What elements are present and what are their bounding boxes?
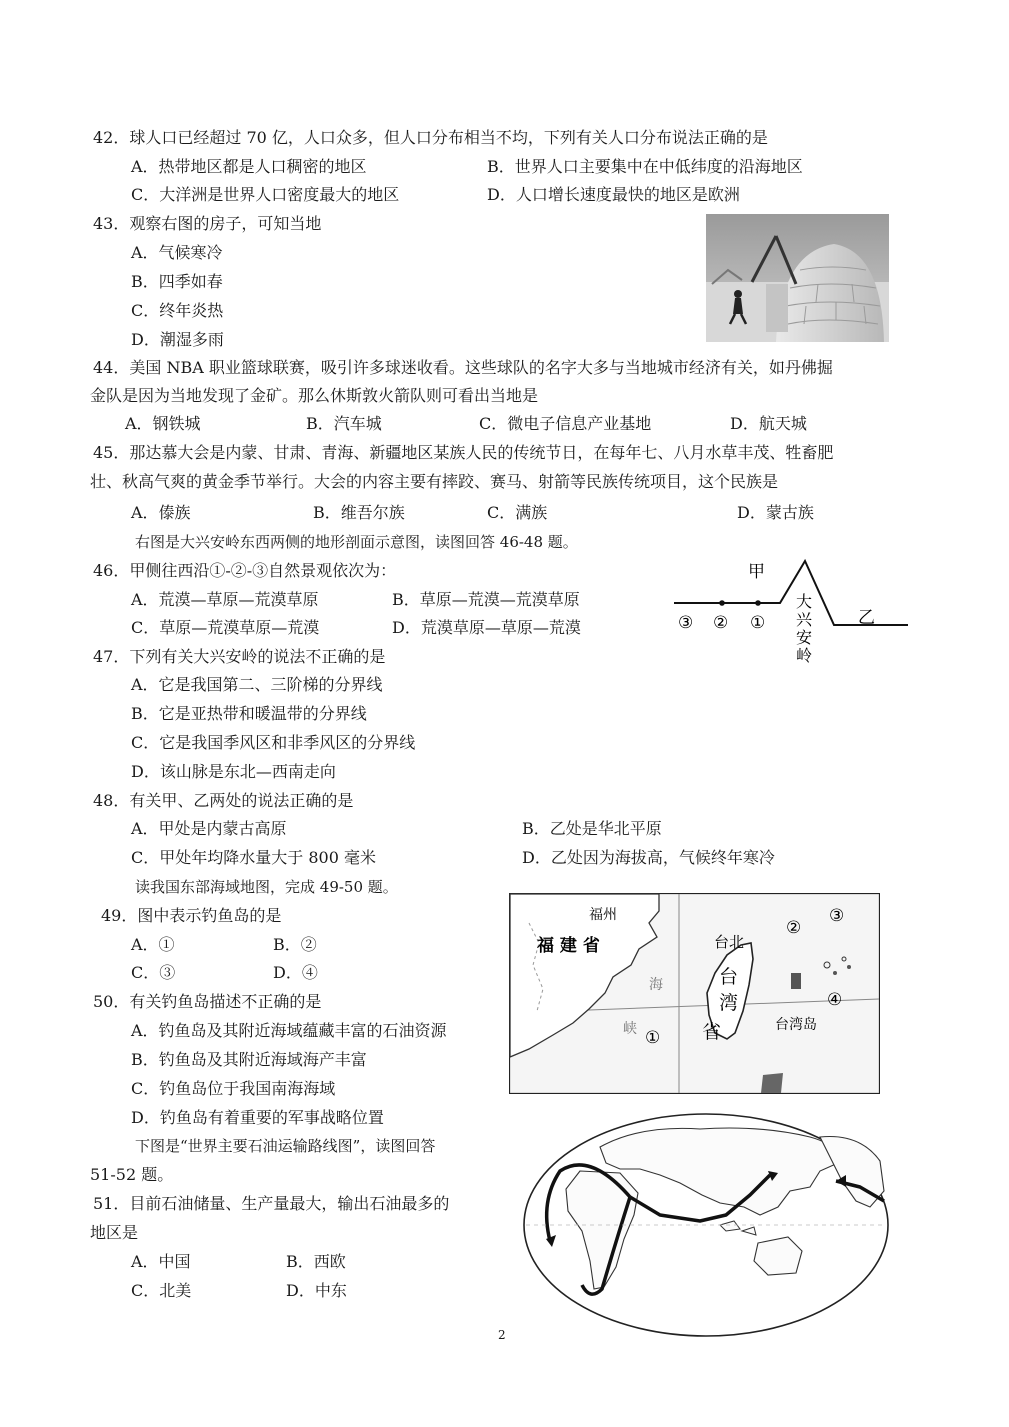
- profile-label-yi: 乙: [858, 608, 875, 628]
- q45-option-b: B．维吾尔族: [313, 503, 405, 522]
- q43-option-b: B．四季如春: [131, 272, 223, 291]
- page-number: 2: [498, 1328, 506, 1342]
- q49-option-d: D．④: [273, 963, 318, 982]
- q49-stem: 49．图中表示钓鱼岛的是: [101, 906, 282, 925]
- profile-label-jia: 甲: [748, 562, 765, 582]
- q46-option-c: C．草原—荒漠草原—荒漠: [131, 618, 320, 637]
- q47-option-b: B．它是亚热带和暖温带的分界线: [131, 704, 367, 723]
- q51-stem-line2: 地区是: [90, 1223, 139, 1242]
- svg-text:湾: 湾: [719, 992, 739, 1014]
- q51-option-b: B．西欧: [286, 1252, 346, 1271]
- q48-stem: 48．有关甲、乙两处的说法正确的是: [93, 791, 354, 810]
- q51-option-a: A．中国: [131, 1252, 191, 1271]
- terrain-profile-diagram: [668, 555, 913, 665]
- q44-stem-line1: 44．美国 NBA 职业篮球联赛，吸引许多球迷收看。这些球队的名字大多与当地城市经济有关，如丹佛掘: [93, 358, 833, 377]
- profile-point-2: ②: [713, 613, 729, 633]
- svg-text:岭: 岭: [796, 646, 813, 665]
- q50-stem: 50．有关钓鱼岛描述不正确的是: [93, 992, 322, 1011]
- svg-text:大: 大: [796, 592, 813, 611]
- q50-option-d: D．钓鱼岛有着重要的军事战略位置: [131, 1108, 384, 1127]
- q47-option-a: A．它是我国第二、三阶梯的分界线: [131, 675, 383, 694]
- q46-option-a: A．荒漠—草原—荒漠草原: [131, 590, 319, 609]
- q44-option-d: D．航天城: [730, 414, 807, 433]
- q46-48-instruction: 右图是大兴安岭东西两侧的地形剖面示意图，读图回答 46-48 题。: [135, 533, 578, 551]
- svg-text:兴: 兴: [796, 610, 813, 629]
- profile-point-3: ③: [678, 613, 694, 633]
- q44-stem-line2: 金队是因为当地发现了金矿。那么休斯敦火箭队则可看出当地是: [90, 386, 539, 405]
- world-oil-routes-map: [520, 1111, 892, 1339]
- svg-text:安: 安: [796, 628, 813, 647]
- q50-option-a: A．钓鱼岛及其附近海域蕴藏丰富的石油资源: [131, 1021, 447, 1040]
- q43-option-c: C．终年炎热: [131, 301, 224, 320]
- q47-option-d: D．该山脉是东北—西南走向: [131, 762, 336, 781]
- q44-option-b: B．汽车城: [306, 414, 382, 433]
- q43-option-d: D．潮湿多雨: [131, 330, 224, 349]
- q42-stem: 42．球人口已经超过 70 亿，人口众多，但人口分布相当不均，下列有关人口分布说法正确的是: [93, 128, 768, 147]
- q46-stem: 46．甲侧往西沿①-②-③自然景观依次为：: [93, 561, 397, 580]
- q43-stem: 43．观察右图的房子，可知当地: [93, 214, 322, 233]
- q45-option-a: A．傣族: [131, 503, 191, 522]
- map-label-taibei: 台北: [714, 933, 745, 951]
- svg-text:峡: 峡: [623, 1021, 637, 1037]
- q51-option-c: C．北美: [131, 1281, 192, 1300]
- q45-stem-line2: 壮、秋高气爽的黄金季节举行。大会的内容主要有摔跤、赛马、射箭等民族传统项目，这个民族是: [90, 472, 779, 491]
- q48-option-a: A．甲处是内蒙古高原: [131, 819, 287, 838]
- q46-option-d: D．荒漠草原—草原—荒漠: [392, 618, 581, 637]
- q45-option-d: D．蒙古族: [737, 503, 814, 522]
- q49-option-b: B．②: [273, 935, 317, 954]
- map-label-fujian: 福 建 省: [537, 936, 600, 956]
- map-marker-2: ②: [786, 918, 802, 938]
- q45-stem-line1: 45．那达慕大会是内蒙、甘肃、青海、新疆地区某族人民的传统节日，在每年七、八月水草丰茂、牲畜肥: [93, 443, 834, 462]
- q51-option-d: D．中东: [286, 1281, 347, 1300]
- q51-52-instruction-line2: 51-52 题。: [90, 1165, 174, 1184]
- q51-52-instruction-line1: 下图是“世界主要石油运输路线图”，读图回答: [135, 1137, 436, 1155]
- q48-option-d: D．乙处因为海拔高，气候终年寒冷: [522, 848, 775, 867]
- q50-option-c: C．钓鱼岛位于我国南海海域: [131, 1079, 336, 1098]
- q48-option-c: C．甲处年均降水量大于 800 毫米: [131, 848, 376, 867]
- q48-option-b: B．乙处是华北平原: [522, 819, 662, 838]
- svg-text:台: 台: [719, 966, 739, 988]
- q49-option-a: A．①: [131, 935, 175, 954]
- svg-text:海: 海: [649, 977, 663, 993]
- q42-option-a: A．热带地区都是人口稠密的地区: [131, 157, 367, 176]
- svg-text:省: 省: [702, 1021, 722, 1043]
- q44-option-a: A．钢铁城: [125, 414, 201, 433]
- q47-option-c: C．它是我国季风区和非季风区的分界线: [131, 733, 416, 752]
- q50-option-b: B．钓鱼岛及其附近海域海产丰富: [131, 1050, 367, 1069]
- igloo-photo: [706, 214, 889, 342]
- q42-option-c: C．大洋洲是世界人口密度最大的地区: [131, 185, 400, 204]
- map-marker-1: ①: [645, 1028, 661, 1048]
- map-label-fuzhou: 福州: [589, 907, 617, 923]
- q45-option-c: C．满族: [487, 503, 548, 522]
- east-china-sea-map: [509, 893, 880, 1094]
- q42-option-d: D．人口增长速度最快的地区是欧洲: [487, 185, 740, 204]
- q49-50-instruction: 读我国东部海域地图，完成 49-50 题。: [135, 878, 398, 896]
- q43-option-a: A．气候寒冷: [131, 243, 223, 262]
- q44-option-c: C．微电子信息产业基地: [479, 414, 652, 433]
- map-label-taiwan-island: 台湾岛: [775, 1017, 817, 1033]
- map-marker-4: ④: [827, 990, 843, 1010]
- q42-option-b: B．世界人口主要集中在中低纬度的沿海地区: [487, 157, 803, 176]
- profile-range-label: [796, 592, 813, 665]
- profile-point-1: ①: [750, 613, 766, 633]
- q47-stem: 47．下列有关大兴安岭的说法不正确的是: [93, 647, 386, 666]
- q51-stem-line1: 51．目前石油储量、生产量最大，输出石油最多的: [93, 1194, 450, 1213]
- q49-option-c: C．③: [131, 963, 176, 982]
- map-marker-3: ③: [829, 906, 845, 926]
- q46-option-b: B．草原—荒漠—荒漠草原: [392, 590, 580, 609]
